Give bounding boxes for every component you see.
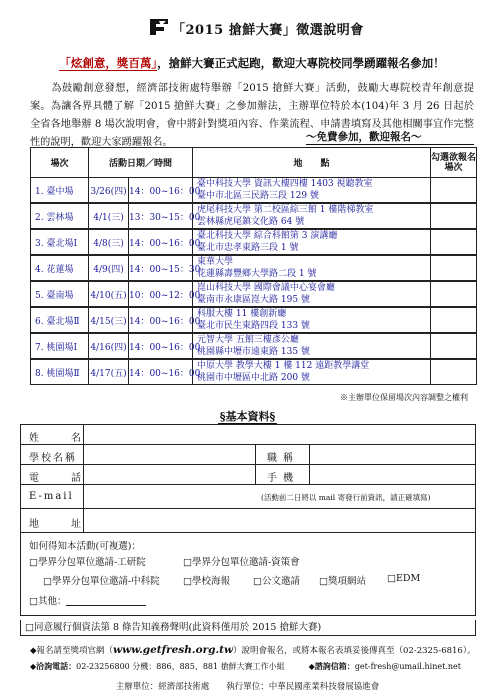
location-cell: [193, 281, 431, 307]
location-cell: [193, 178, 431, 204]
slogan-text: ，搶鮮大賽正式起跑，歡迎大專院校同學踴躍報名參加！: [157, 56, 445, 70]
venue-text: 臺中科技大學 資訊大樓四樓 1403 視聽教室: [197, 179, 373, 190]
address-field[interactable]: [84, 509, 474, 532]
date-cell: 4/8(三): [89, 229, 129, 255]
header-site: 場次: [31, 148, 89, 178]
venue-text: 元智大學 五館三樓彥公廳: [197, 335, 299, 346]
schedule-note: ※主辦單位保留場次內容調整之權利: [340, 393, 468, 402]
header-datetime: 活動日期／時間: [89, 148, 193, 178]
date-cell: 3/26(四): [89, 178, 129, 204]
option-award-website[interactable]: □獎項網站: [319, 576, 366, 587]
schedule-row: [31, 281, 477, 307]
session-checkbox[interactable]: [431, 333, 477, 359]
footer-organizers: 主辦單位：經濟部技術處 執行單位：中華民國產業科技發展協進會: [115, 682, 380, 692]
date-cell: 4/17(五): [89, 359, 129, 385]
site-cell: 2. 雲林場: [31, 203, 89, 229]
consent-checkbox[interactable]: □同意履行個資法第 8 條告知義務聲明(此資料僅用於 2015 搶鮮大賽): [20, 620, 476, 636]
email-field[interactable]: [84, 485, 254, 508]
location-cell: [193, 203, 431, 229]
slogan-highlight: 「炫創意，獎百萬」: [59, 56, 158, 70]
option-edm[interactable]: □EDM: [387, 573, 421, 584]
school-label: 學校名稱: [29, 453, 77, 464]
date-cell: 4/1(三): [89, 203, 129, 229]
schedule-row: [31, 203, 477, 229]
location-cell: [193, 255, 431, 281]
session-checkbox[interactable]: [431, 255, 477, 281]
contact-phones: 02-23256800 分機：886、885、881 搶鮮大賽工作小組: [76, 662, 285, 671]
venue-text: 虎尾科技大學 第二校區綜三館 1 樓階梯教室: [197, 205, 374, 216]
mobile-field[interactable]: [310, 465, 474, 484]
venue-text: 臺北科技大學 綜合科館第 3 演講廳: [197, 231, 338, 242]
time-cell: 14：00~16：00: [129, 359, 193, 385]
session-checkbox[interactable]: [431, 359, 477, 385]
time-cell: 14：00~16：00: [129, 333, 193, 359]
school-field[interactable]: [84, 445, 254, 464]
email-label: E-mail: [29, 491, 74, 502]
option-itri[interactable]: □學界分包單位邀請-工研院: [29, 557, 146, 568]
address-text: 雲林縣虎尾鎮文化路 64 號: [197, 217, 305, 228]
mobile-label: 手機: [267, 473, 299, 484]
option-official-letter[interactable]: □公文邀請: [253, 576, 300, 587]
location-cell: [193, 359, 431, 385]
form-row-email: [21, 485, 475, 509]
schedule-row: [31, 333, 477, 359]
registration-form: [20, 424, 476, 616]
address-text: 臺中市北區三民路三段 129 號: [197, 191, 319, 202]
site-cell: 4. 花蓮場: [31, 255, 89, 281]
venue-text: 崑山科技大學 國際會議中心宴會廳: [197, 283, 335, 294]
date-cell: 4/15(三): [89, 307, 129, 333]
venue-text: 科服大樓 11 樓創新廳: [197, 309, 287, 320]
site-cell: 6. 臺北場Ⅱ: [31, 307, 89, 333]
job-title-label: 職稱: [267, 453, 299, 464]
location-cell: [193, 229, 431, 255]
site-cell: 5. 臺南場: [31, 281, 89, 307]
header: [0, 14, 495, 40]
schedule-row: [31, 359, 477, 385]
time-cell: 14：00~16：00: [129, 229, 193, 255]
option-ncsist[interactable]: □學界分包單位邀請-中科院: [43, 576, 160, 587]
session-checkbox[interactable]: [431, 307, 477, 333]
date-cell: 4/16(四): [89, 333, 129, 359]
location-cell: [193, 307, 431, 333]
name-field[interactable]: [84, 425, 474, 444]
schedule-row: [31, 229, 477, 255]
header-check: 勾選欲報名場次: [431, 148, 477, 178]
session-checkbox[interactable]: [431, 203, 477, 229]
address-label: 地 址: [29, 519, 85, 530]
option-school-poster[interactable]: □學校海報: [183, 576, 230, 587]
address-text: 臺北市民生東路四段 133 號: [197, 321, 310, 332]
footer-register-info: ◆報名請至獎項官網（www.getfresh.org.tw）說明會報名，或將本報名表填妥後傳真至（02-2325-6816）。: [30, 644, 476, 656]
form-row-name: [21, 425, 475, 445]
phone-label: 電 話: [29, 473, 85, 484]
free-note: ～免費參加，歡迎報名～: [306, 129, 474, 145]
site-cell: 3. 臺北場Ⅰ: [31, 229, 89, 255]
option-other[interactable]: □其他：: [29, 593, 146, 607]
date-cell: 4/9(四): [89, 255, 129, 281]
venue-text: 中原大學 教學大樓 1 樓 112 遠距教學講堂: [197, 361, 370, 372]
location-cell: [193, 333, 431, 359]
site-cell: 1. 臺中場: [31, 178, 89, 204]
session-checkbox[interactable]: [431, 281, 477, 307]
address-text: 臺北市忠孝東路三段 1 號: [197, 243, 299, 254]
option-iii[interactable]: □學界分包單位邀請-資策會: [183, 557, 300, 568]
website-link[interactable]: www.getfresh.org.tw: [113, 644, 233, 656]
form-row-phone: [21, 465, 475, 485]
getfresh-logo-icon: [148, 16, 170, 38]
page-title: 「2015 搶鮮大賽」徵選說明會: [172, 23, 364, 38]
address-text: 桃園縣中壢市遠東路 135 號: [197, 347, 310, 358]
site-cell: 8. 桃園場Ⅱ: [31, 359, 89, 385]
schedule-table: [30, 147, 477, 385]
header-location: 地 點: [193, 148, 431, 178]
form-row-school: [21, 445, 475, 465]
time-cell: 13：30~15：00: [129, 203, 193, 229]
time-cell: 14：00~16：00: [129, 307, 193, 333]
address-text: 臺南市永康區崑大路 195 號: [197, 295, 310, 306]
schedule-row: [31, 307, 477, 333]
how-known-label: 如何得知本活動(可複選)：: [29, 541, 141, 552]
venue-text: 東華大學: [197, 257, 234, 268]
slogan: [32, 55, 472, 71]
schedule-row: [31, 255, 477, 281]
schedule-row: [31, 178, 477, 204]
section-title: §基本資料§: [219, 410, 276, 423]
time-cell: 14：00~16：00: [129, 178, 193, 204]
time-cell: 14：00~15：30: [129, 255, 193, 281]
email-note: (活動前二日將以 mail 寄發行前資訊，請正確填寫): [261, 493, 431, 502]
time-cell: 10：00~12：00: [129, 281, 193, 307]
session-checkbox[interactable]: [431, 178, 477, 204]
session-checkbox[interactable]: [431, 229, 477, 255]
form-row-address: [21, 509, 475, 533]
site-cell: 7. 桃園場Ⅰ: [31, 333, 89, 359]
phone-field[interactable]: [84, 465, 254, 484]
job-title-field[interactable]: [310, 445, 474, 464]
footer-contact: ◆洽詢電話：02-23256800 分機：886、885、881 搶鮮大賽工作小組 ◆諮詢信箱：get-fresh@umail.hinet.net: [30, 661, 461, 671]
name-label: 姓 名: [29, 433, 85, 444]
address-text: 桃園市中壢區中北路 200 號: [197, 373, 310, 384]
other-input-line[interactable]: [66, 605, 146, 606]
date-cell: 4/10(五): [89, 281, 129, 307]
intro-paragraph: 為鼓勵創意發想，經濟部技術處特舉辦「2015 搶鮮大賽」活動，鼓勵大專院校青年創意提案。為讓各界具體了解「2015 搶鮮大賽」之參加辦法，主辦單位特於本(104)年 3 月 26 日起於全省各地舉辦 8 場次說明會，會中將針對獎項內容、作業流程、申請書填寫及其他相關事宜作完整性的說明，歡迎大家踴躍報名。: [30, 83, 474, 148]
contact-email[interactable]: get-fresh@umail.hinet.net: [354, 662, 461, 671]
address-text: 花蓮縣壽豐鄉大學路二段 1 號: [197, 269, 317, 280]
